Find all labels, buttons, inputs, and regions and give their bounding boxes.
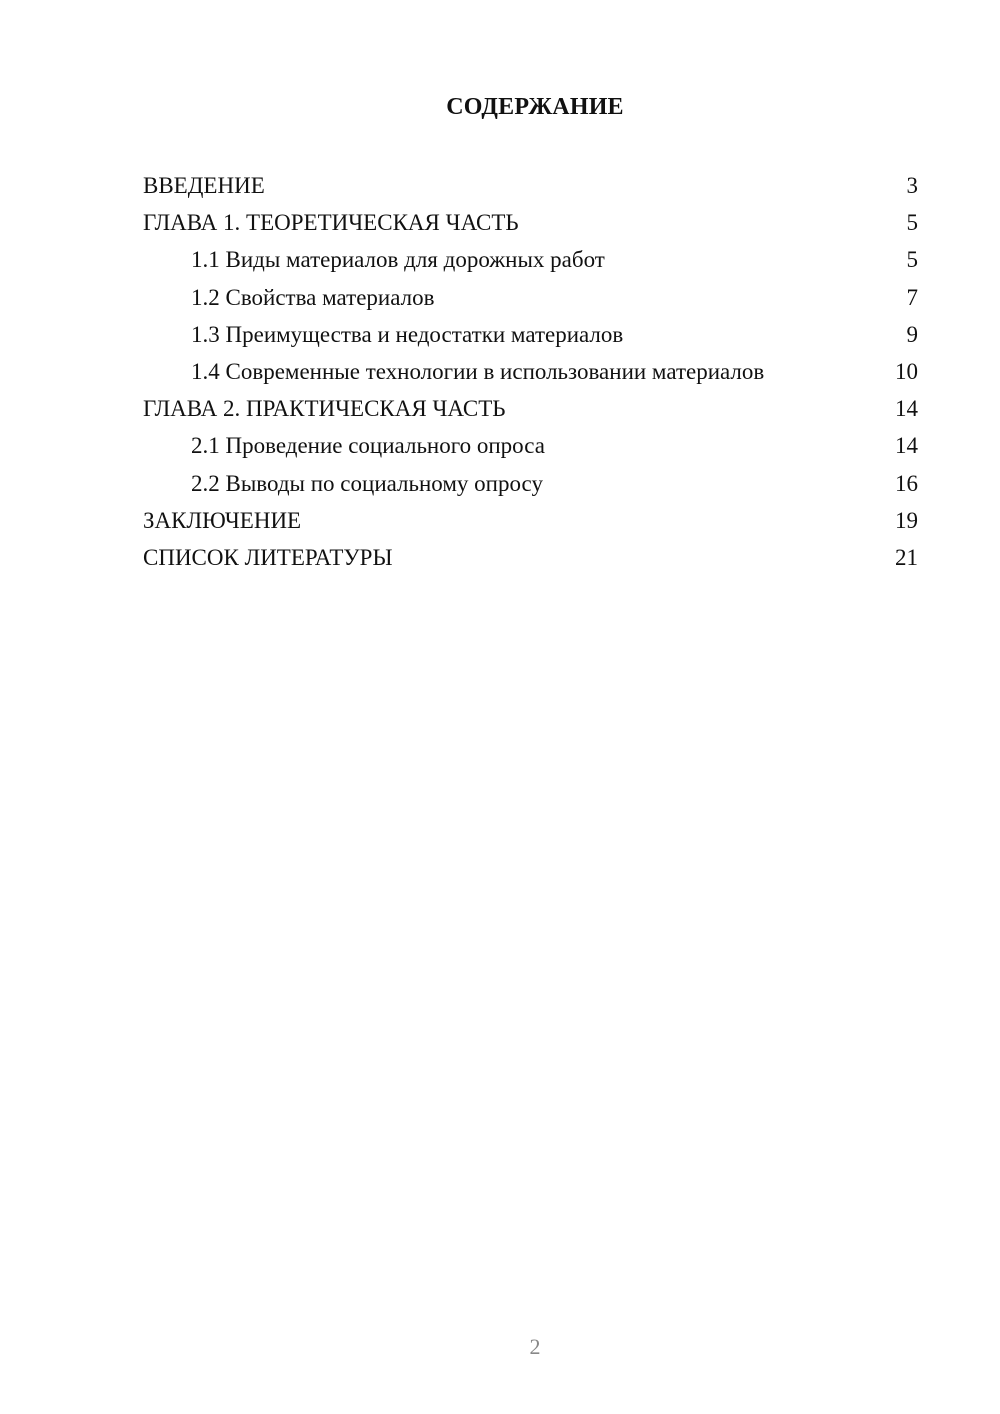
toc-entry-label: 1.2 Свойства материалов — [191, 284, 435, 310]
toc-entry[interactable] — [143, 241, 918, 278]
toc-entry-page: 3 — [906, 173, 918, 198]
toc-entry-label: 1.1 Виды материалов для дорожных работ — [191, 247, 605, 273]
toc-entry-label: ЗАКЛЮЧЕНИЕ — [143, 507, 302, 533]
table-of-contents — [143, 167, 918, 576]
toc-entry-label: ГЛАВА 2. ПРАКТИЧЕСКАЯ ЧАСТЬ — [143, 396, 506, 422]
toc-entry-label: 2.1 Проведение социального опроса — [191, 433, 545, 459]
toc-entry-page: 14 — [895, 433, 918, 459]
toc-entry-label: 1.3 Преимущества и недостатки материалов — [191, 321, 624, 347]
page-number: 2 — [529, 1334, 541, 1359]
toc-entry[interactable] — [143, 427, 918, 464]
page-title: СОДЕРЖАНИЕ — [446, 94, 624, 120]
toc-entry[interactable] — [143, 279, 918, 316]
toc-entry[interactable] — [143, 390, 918, 427]
toc-entry-page: 7 — [906, 284, 918, 310]
toc-entry-label: 1.4 Современные технологии в использовании материалов — [191, 358, 765, 384]
toc-entry[interactable] — [143, 204, 918, 241]
toc-entry-page: 5 — [906, 247, 918, 273]
toc-entry-label: 2.2 Выводы по социальному опросу — [191, 470, 543, 496]
toc-entry[interactable] — [143, 353, 918, 390]
toc-entry[interactable] — [143, 167, 918, 204]
toc-entry-page: 21 — [895, 544, 918, 570]
toc-entry[interactable] — [143, 539, 918, 576]
toc-entry-label: СПИСОК ЛИТЕРАТУРЫ — [143, 544, 393, 570]
toc-entry[interactable] — [143, 465, 918, 502]
toc-entry-label: ГЛАВА 1. ТЕОРЕТИЧЕСКАЯ ЧАСТЬ — [143, 210, 519, 236]
toc-entry-page: 16 — [895, 470, 918, 496]
toc-entry-page: 10 — [895, 358, 918, 384]
toc-entry-page: 9 — [906, 321, 918, 347]
toc-entry-page: 14 — [895, 396, 918, 422]
toc-entry-page: 5 — [906, 210, 918, 236]
toc-entry[interactable] — [143, 502, 918, 539]
toc-entry-page: 19 — [895, 507, 918, 533]
toc-entry[interactable] — [143, 316, 918, 353]
toc-entry-label: ВВЕДЕНИЕ — [143, 173, 265, 198]
